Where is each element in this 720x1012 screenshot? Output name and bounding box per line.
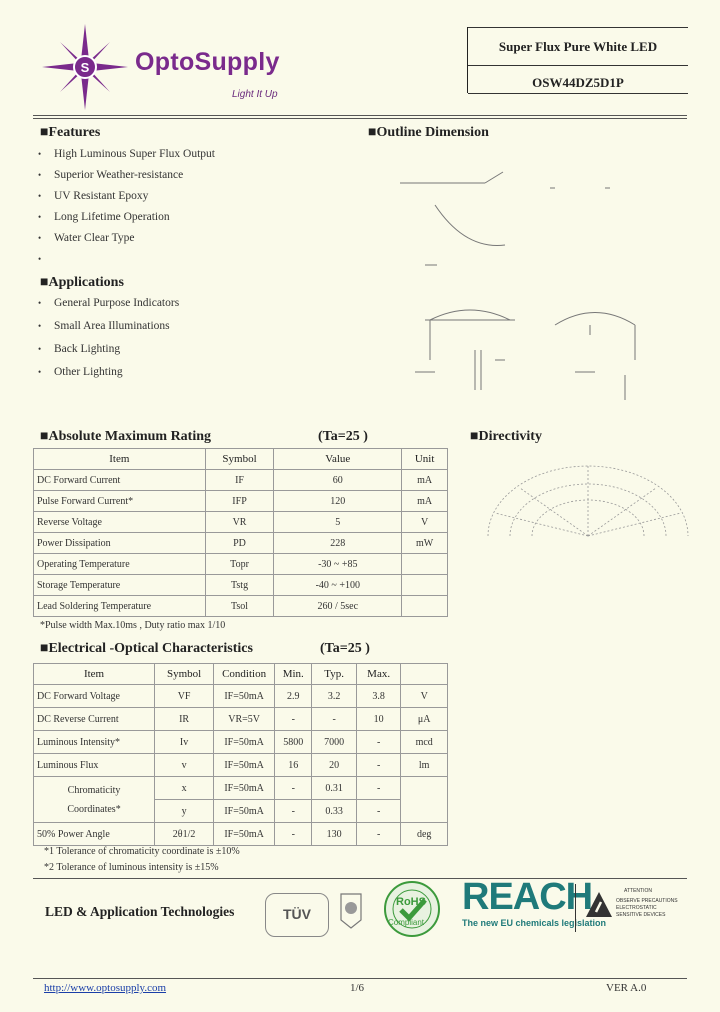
eo-heading: ■Electrical -Optical Characteristics [40,641,253,656]
table-header-row [34,449,448,470]
tuv-label: TÜV [283,906,311,922]
title-box [467,27,688,93]
list-item: • Long Lifetime Operation [38,211,170,223]
table-row: 50% Power Angle 2θ1/2 IF=50mA - 130 - deg [34,823,448,846]
nemko-badge-icon [337,890,365,930]
brand-name: OptoSupply [135,48,280,76]
list-item: • Small Area Illuminations [38,320,170,332]
coordinates-label: Coordinates* [67,803,121,815]
table-row: Pulse Forward Current* IFP 120 mA [34,491,448,512]
table-header-row: Item Symbol Condition Min. Typ. Max. [34,664,448,685]
version-label: VER A.0 [606,982,647,994]
abs-max-note: *Pulse width Max.10ms , Duty ratio max 1/10 [40,620,226,631]
list-item: • [38,254,42,264]
eo-condition: (Ta=25 ) [320,641,370,656]
brand-logo-icon [40,22,130,112]
directivity-chart [480,458,695,538]
website-link[interactable]: http://www.optosupply.com [44,982,167,994]
table-row: Reverse Voltage VR 5 V [34,512,448,533]
table-header-cell: Item [34,449,206,470]
esd-warning-icon [584,890,614,920]
rohs-sub-label: Compliant [388,918,425,927]
table-row: DC Forward Voltage VF IF=50mA 2.9 3.2 3.8 V [34,685,448,708]
esd-attention: ATTENTION [624,888,652,894]
rohs-label: RoHS [396,896,426,908]
outline-heading: ■Outline Dimension [368,125,489,140]
bottom-divider [33,978,687,979]
table-row: Luminous Intensity* Iv IF=50mA 5800 7000 - mcd [34,731,448,754]
features-list [38,148,215,274]
table-row: Lead Soldering Temperature Tsol 260 / 5sec [34,596,448,617]
tuv-badge-icon [265,893,329,937]
directivity-heading: ■Directivity [470,429,542,444]
esd-electrostatic: ELECTROSTATIC [616,905,657,911]
list-item: • High Luminous Super Flux Output [38,148,216,160]
table-row: DC Forward Current IF 60 mA [34,470,448,491]
eo-table [33,663,448,846]
table-row: Operating Temperature Topr -30 ~ +85 [34,554,448,575]
rohs-badge-icon [377,880,447,938]
esd-sensitive: SENSITIVE DEVICES [616,912,666,918]
list-item: • Water Clear Type [38,232,135,244]
table-row: y IF=50mA - 0.33 - [34,800,448,823]
eo-note-1: *1 Tolerance of chromaticity coordinate is ±10% [44,846,240,857]
list-item: • Other Lighting [38,366,123,378]
list-item: • General Purpose Indicators [38,297,180,309]
table-row: DC Reverse Current IR VR=5V - - 10 μA [34,708,448,731]
eo-note-2: *2 Tolerance of luminous intensity is ±15% [44,862,219,873]
reach-subtitle: The new EU chemicals legislation [462,918,607,928]
header-divider [33,115,687,116]
list-item: • UV Resistant Epoxy [38,190,149,202]
brand-tagline: Light It Up [232,89,278,100]
list-item: • Back Lighting [38,343,121,355]
table-row: Storage Temperature Tstg -40 ~ +100 [34,575,448,596]
svg-text:S: S [80,60,90,75]
product-title: Super Flux Pure White LED [498,39,658,54]
applications-heading: ■Applications [40,275,124,290]
esd-observe: OBSERVE PRECAUTIONS [616,898,678,904]
reach-logo: REACH [462,876,593,918]
page-number: 1/6 [350,982,365,994]
esd-warning-box [575,884,686,932]
chromaticity-label: Chromaticity [67,784,121,796]
table-header-cell: Value [274,449,402,470]
part-number: OSW44DZ5D1P [532,75,624,90]
abs-max-heading: ■Absolute Maximum Rating [40,429,212,444]
company-name: LED & Application Technologies [45,904,235,919]
outline-drawing [395,150,655,410]
list-item: • Superior Weather-resistance [38,169,184,181]
table-header-cell: Unit [402,449,448,470]
table-row: Luminous Flux v IF=50mA 16 20 - lm [34,754,448,777]
table-row: Power Dissipation PD 228 mW [34,533,448,554]
abs-max-condition: (Ta=25 ) [318,429,368,444]
features-heading: ■Features [40,125,101,140]
abs-max-table [33,448,448,617]
applications-list [38,297,179,389]
table-row: Chromaticity Coordinates* x IF=50mA - 0.31 - [34,777,448,800]
table-header-cell: Symbol [205,449,274,470]
